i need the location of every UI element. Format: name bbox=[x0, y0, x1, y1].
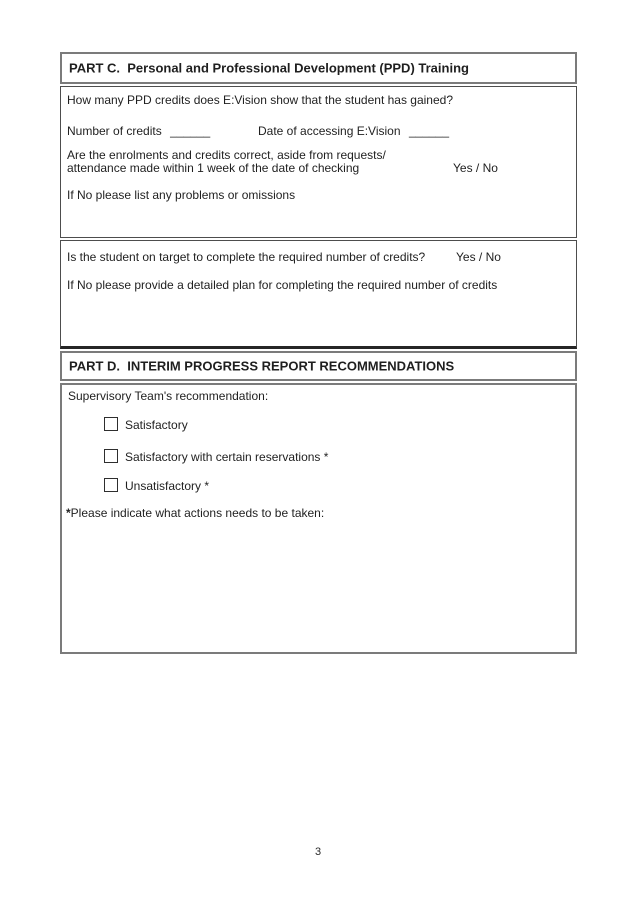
actions-note-asterisk: * bbox=[66, 506, 71, 520]
option-row-unsatisfactory bbox=[104, 477, 209, 492]
option-label-unsatisfactory: Unsatisfactory * bbox=[125, 479, 210, 493]
on-target-yes-no: Yes / No bbox=[456, 250, 501, 264]
checkbox-satisfactory-reservations[interactable] bbox=[104, 449, 118, 463]
enrolments-question-line2: attendance made within 1 week of the date of checking bbox=[67, 161, 360, 175]
option-label-satisfactory-reservations: Satisfactory with certain reservations * bbox=[125, 450, 329, 464]
option-label-satisfactory: Satisfactory bbox=[125, 418, 188, 432]
credits-blank-line: ______ bbox=[170, 124, 211, 138]
part-d-title: PART D. INTERIM PROGRESS REPORT RECOMMENDATIONS bbox=[69, 358, 455, 374]
page-number: 3 bbox=[314, 846, 322, 858]
date-field-row bbox=[258, 122, 449, 140]
checkbox-satisfactory[interactable] bbox=[104, 417, 118, 431]
checkbox-unsatisfactory[interactable] bbox=[104, 478, 118, 492]
recommendation-intro: Supervisory Team's recommendation: bbox=[68, 389, 269, 403]
credits-label: Number of credits bbox=[67, 124, 162, 138]
part-c-header bbox=[60, 52, 577, 84]
actions-note-text: Please indicate what actions needs to be taken: bbox=[70, 506, 325, 520]
enrolments-question-line1: Are the enrolments and credits correct, aside from requests/ bbox=[67, 148, 386, 162]
on-target-question: Is the student on target to complete the required number of credits? bbox=[67, 250, 426, 264]
ppd-credits-question: How many PPD credits does E:Vision show that the student has gained? bbox=[67, 93, 453, 107]
enrolments-yes-no: Yes / No bbox=[453, 161, 498, 175]
part-d-header bbox=[60, 351, 577, 381]
problems-omissions-prompt: If No please list any problems or omissions bbox=[67, 188, 296, 202]
option-row-satisfactory bbox=[104, 416, 188, 431]
credits-field-row bbox=[67, 122, 210, 140]
part-c-box-2 bbox=[60, 240, 577, 349]
detailed-plan-prompt: If No please provide a detailed plan for completing the required number of credits bbox=[67, 278, 498, 292]
date-accessed-label: Date of accessing E:Vision bbox=[258, 124, 401, 138]
part-d-box bbox=[60, 383, 577, 654]
actions-note bbox=[66, 507, 324, 520]
part-c-title: PART C. Personal and Professional Development (PPD) Training bbox=[69, 60, 469, 76]
option-row-satisfactory-reservations bbox=[104, 448, 328, 463]
part-c-box-1 bbox=[60, 86, 577, 238]
date-blank-line: ______ bbox=[408, 124, 450, 138]
